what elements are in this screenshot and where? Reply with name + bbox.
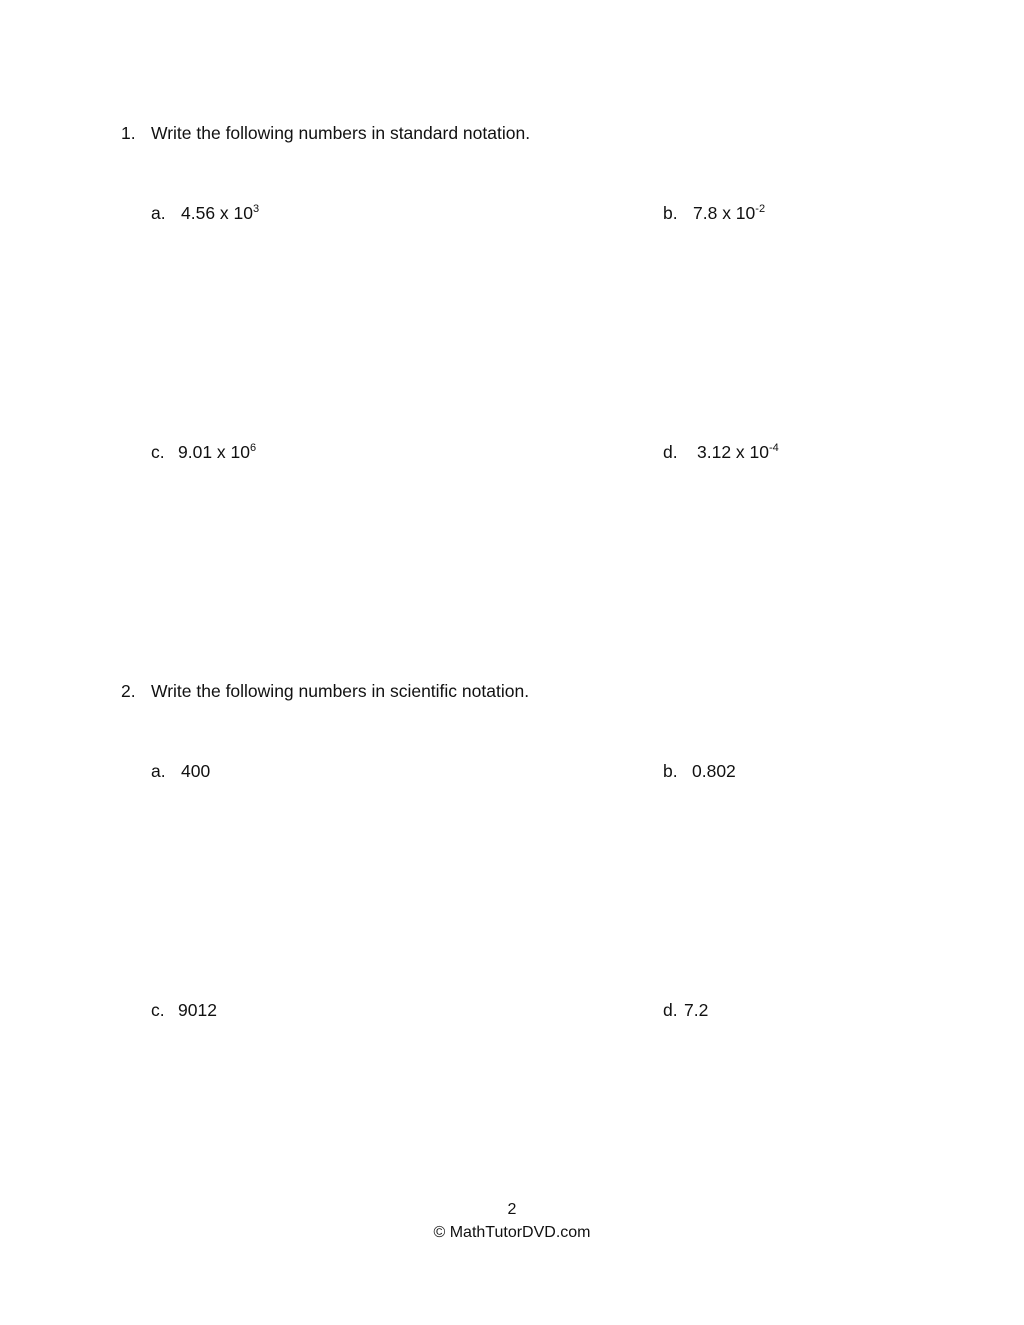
- question-prompt: Write the following numbers in scientific notation.: [151, 681, 530, 701]
- item-exponent: 6: [250, 442, 257, 454]
- copyright-notice: © MathTutorDVD.com: [433, 1224, 591, 1241]
- item-letter: b.: [663, 761, 678, 781]
- question-2-item-d: [663, 1000, 708, 1021]
- item-letter: d.: [663, 442, 678, 462]
- item-letter: c.: [151, 1000, 165, 1020]
- item-base: 7.8 x 10: [693, 203, 756, 223]
- question-1-heading: [121, 123, 530, 144]
- item-letter: b.: [663, 203, 678, 223]
- item-value: 0.802: [692, 761, 736, 781]
- item-exponent: -4: [769, 442, 779, 454]
- question-prompt: Write the following numbers in standard notation.: [151, 123, 531, 143]
- item-letter: a.: [151, 761, 166, 781]
- question-1-item-c: [151, 442, 256, 463]
- item-exponent: -2: [755, 203, 766, 215]
- question-1-item-b: [663, 203, 765, 224]
- question-number: 1.: [121, 123, 136, 143]
- question-2-heading: [121, 681, 529, 702]
- item-base: 9.01 x 10: [178, 442, 250, 462]
- item-base: 3.12 x 10: [697, 442, 769, 462]
- item-value: 400: [181, 761, 211, 781]
- item-letter: a.: [151, 203, 166, 223]
- question-1-item-d: [663, 442, 779, 463]
- page-number: 2: [507, 1201, 517, 1218]
- page-footer: [0, 1198, 1024, 1244]
- question-2-item-b: [663, 761, 736, 782]
- item-letter: d.: [663, 1000, 678, 1020]
- question-2-item-a: [151, 761, 210, 782]
- item-exponent: 3: [253, 203, 260, 215]
- question-2-item-c: [151, 1000, 217, 1021]
- item-value: 9012: [178, 1000, 217, 1020]
- item-base: 4.56 x 10: [181, 203, 253, 223]
- item-letter: c.: [151, 442, 165, 462]
- item-value: 7.2: [684, 1000, 709, 1020]
- question-number: 2.: [121, 681, 136, 701]
- question-1-item-a: [151, 203, 259, 224]
